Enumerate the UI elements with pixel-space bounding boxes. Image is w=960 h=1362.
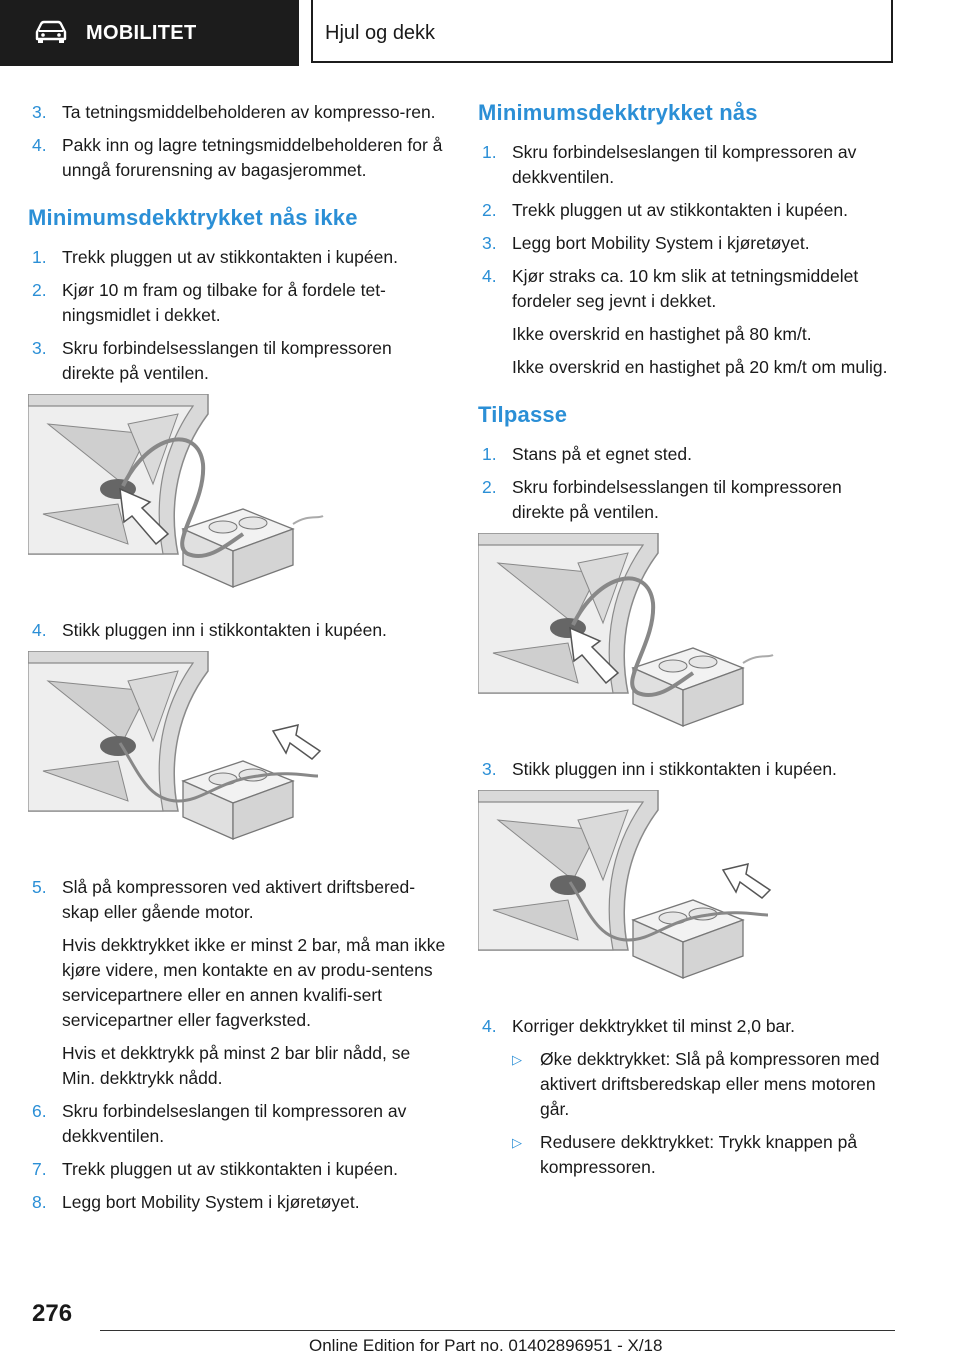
sub-list-item: ▷ Redusere dekktrykket: Trykk knappen på kompressoren.	[512, 1132, 858, 1177]
edition-note: Online Edition for Part no. 01402896951 - X/18	[309, 1336, 663, 1355]
car-icon	[34, 20, 68, 44]
list-item: 2. Skru forbindelsesslangen til kompressoren direkte på ventilen.	[482, 477, 842, 522]
list-item: 4. Pakk inn og lagre tetningsmiddelbeholderen for å unngå forurensning av bagasjerommet.	[32, 135, 443, 180]
list-item: 1. Stans på et egnet sted.	[482, 444, 692, 464]
triangle-bullet-icon: ▷	[512, 1052, 522, 1067]
section-tab[interactable]	[0, 0, 299, 66]
list-item: 6. Skru forbindelseslangen til kompressoren av dekkventilen.	[32, 1101, 407, 1146]
section-title: MOBILITET	[86, 22, 197, 44]
paragraph: Ikke overskrid en hastighet på 80 km/t.	[512, 324, 812, 344]
list-item: 1. Skru forbindelseslangen til kompressoren av dekkventilen.	[482, 142, 857, 187]
sub-list-item: ▷ Øke dekktrykket: Slå på kompressoren med aktivert driftsberedskap eller mens motoren går.	[512, 1049, 880, 1119]
section-heading: Minimumsdekktrykket nås ikke	[28, 205, 358, 230]
list-item: 4. Kjør straks ca. 10 km slik at tetningsmiddelet fordeler seg jevnt i dekket.	[482, 266, 859, 311]
paragraph: Hvis dekktrykket ikke er minst 2 bar, må man ikke kjøre videre, men kontakte en av produ-sentens servicepartnere eller en annen kvalifi-sert servicepartner eller fagverksted.	[62, 935, 446, 1030]
triangle-bullet-icon: ▷	[512, 1135, 522, 1150]
section-heading: Tilpasse	[478, 402, 568, 427]
list-item: 2. Trekk pluggen ut av stikkontakten i kupéen.	[482, 200, 848, 220]
list-item: 4. Stikk pluggen inn i stikkontakten i kupéen.	[32, 620, 387, 640]
illustration-plug-in	[478, 790, 778, 990]
section-heading: Minimumsdekktrykket nås	[478, 100, 758, 125]
paragraph: Hvis et dekktrykk på minst 2 bar blir nådd, se Min. dekktrykk nådd.	[62, 1043, 411, 1088]
list-item: 3. Ta tetningsmiddelbeholderen av kompresso-ren.	[32, 102, 436, 122]
list-item: 4. Korriger dekktrykket til minst 2,0 bar.	[482, 1016, 796, 1036]
list-item: 8. Legg bort Mobility System i kjøretøyet.	[32, 1192, 360, 1212]
list-item: 3. Legg bort Mobility System i kjøretøyet.	[482, 233, 810, 253]
list-item: 7. Trekk pluggen ut av stikkontakten i kupéen.	[32, 1159, 398, 1179]
right-column	[478, 100, 898, 1188]
page-header	[0, 0, 960, 66]
list-item: 3. Skru forbindelsesslangen til kompressoren direkte på ventilen.	[32, 338, 392, 383]
chapter-tab[interactable]	[311, 0, 893, 63]
illustration-plug-in	[28, 651, 328, 851]
list-item: 5. Slå på kompressoren ved aktivert driftsbered-skap eller gående motor.	[32, 877, 416, 922]
paragraph: Ikke overskrid en hastighet på 20 km/t om mulig.	[512, 357, 888, 377]
chapter-title: Hjul og dekk	[325, 22, 436, 44]
illustration-hose-on-valve	[478, 533, 778, 733]
list-item: 3. Stikk pluggen inn i stikkontakten i kupéen.	[482, 759, 837, 779]
list-item: 1. Trekk pluggen ut av stikkontakten i kupéen.	[32, 247, 398, 267]
list-item: 2. Kjør 10 m fram og tilbake for å fordele tet-ningsmidlet i dekket.	[32, 280, 386, 325]
footer-divider	[100, 1330, 895, 1331]
left-column	[28, 100, 448, 1223]
illustration-hose-on-valve	[28, 394, 328, 594]
page-number: 276	[32, 1300, 73, 1327]
